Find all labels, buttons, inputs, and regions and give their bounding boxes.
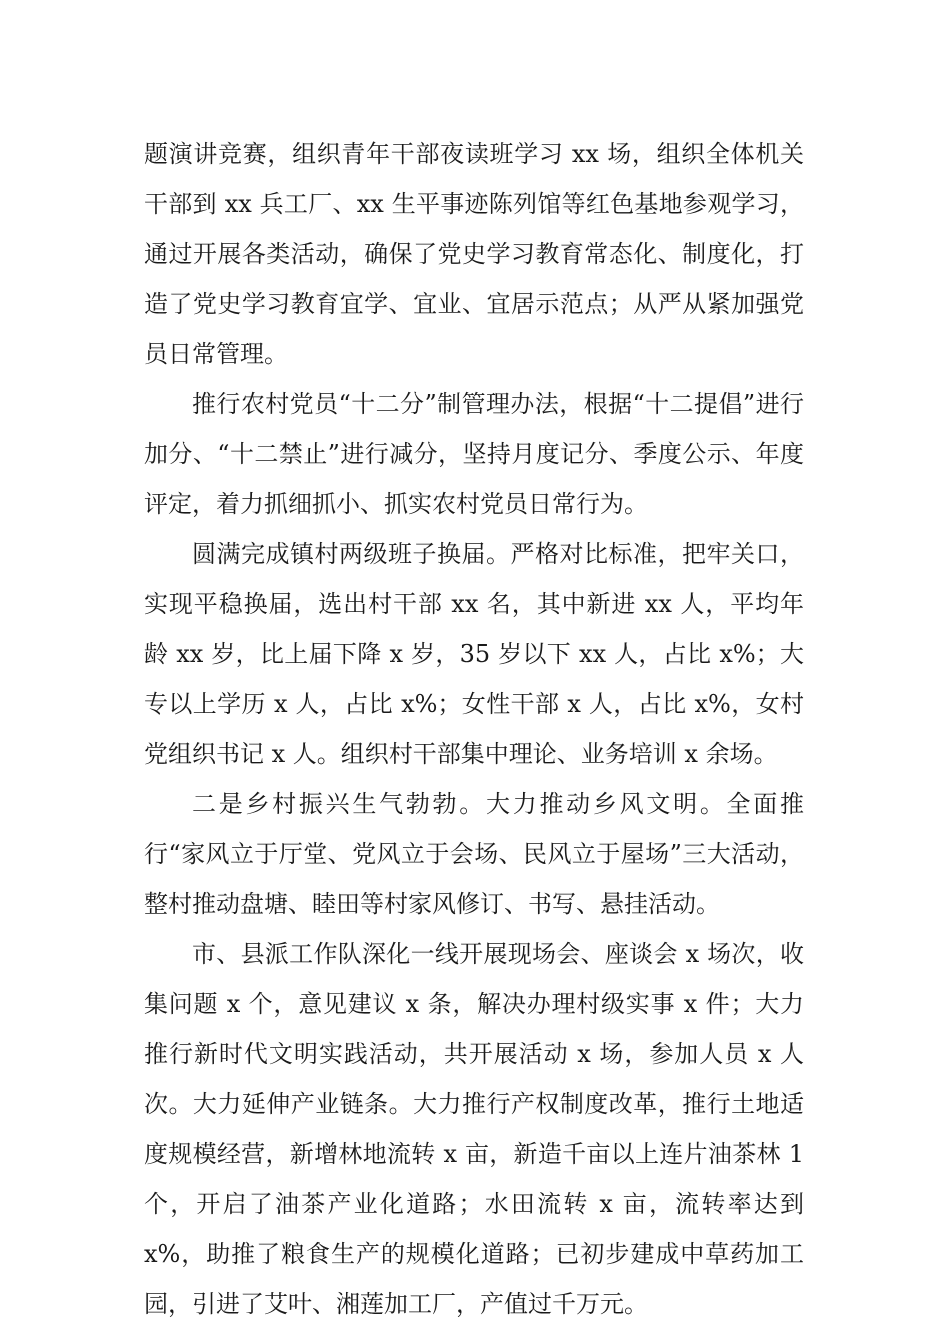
document-body bbox=[144, 129, 804, 1329]
paragraph-work-teams-industry: 市、县派工作队深化一线开展现场会、座谈会 x 场次，收集问题 x 个，意见建议 x 条，解决办理村级实事 x 件；大力推行新时代文明实践活动，共开展活动 x 场，参加人员 x 人次。大力延伸产业链条。大力推行产权制度改革，推行土地适度规模经营，新增林地流转 x 亩，新造千亩以上连片油茶林 1 个，开启了油茶产业化道路；水田流转 x 亩，流转率达到 x%，助推了粮食生产的规模化道路；已初步建成中草药加工园，引进了艾叶、湘莲加工厂，产值过千万元。 bbox=[144, 940, 804, 1318]
paragraph-continuation: 题演讲竞赛，组织青年干部夜读班学习 xx 场，组织全体机关干部到 xx 兵工厂、xx 生平事迹陈列馆等红色基地参观学习，通过开展各类活动，确保了党史学习教育常态化、制度化，打造了党史学习教育宜学、宜业、宜居示范点；从严从紧加强党员日常管理。 bbox=[144, 140, 804, 368]
paragraph-election: 圆满完成镇村两级班子换届。严格对比标准，把牢关口，实现平稳换届，选出村干部 xx 名，其中新进 xx 人，平均年龄 xx 岁，比上届下降 x 岁，35 岁以下 xx 人，占比 x%；大专以上学历 x 人，占比 x%；女性干部 x 人，占比 x%，女村党组织书记 x 人。组织村干部集中理论、业务培训 x 余场。 bbox=[144, 540, 804, 768]
paragraph-rural-revitalization: 二是乡村振兴生气勃勃。大力推动乡风文明。全面推行“家风立于厅堂、党风立于会场、民风立于屋场”三大活动，整村推动盘塘、睦田等村家风修订、书写、悬挂活动。 bbox=[144, 790, 804, 918]
paragraph-party-member-points: 推行农村党员“十二分”制管理办法，根据“十二提倡”进行加分、“十二禁止”进行减分，坚持月度记分、季度公示、年度评定，着力抓细抓小、抓实农村党员日常行为。 bbox=[144, 390, 804, 518]
